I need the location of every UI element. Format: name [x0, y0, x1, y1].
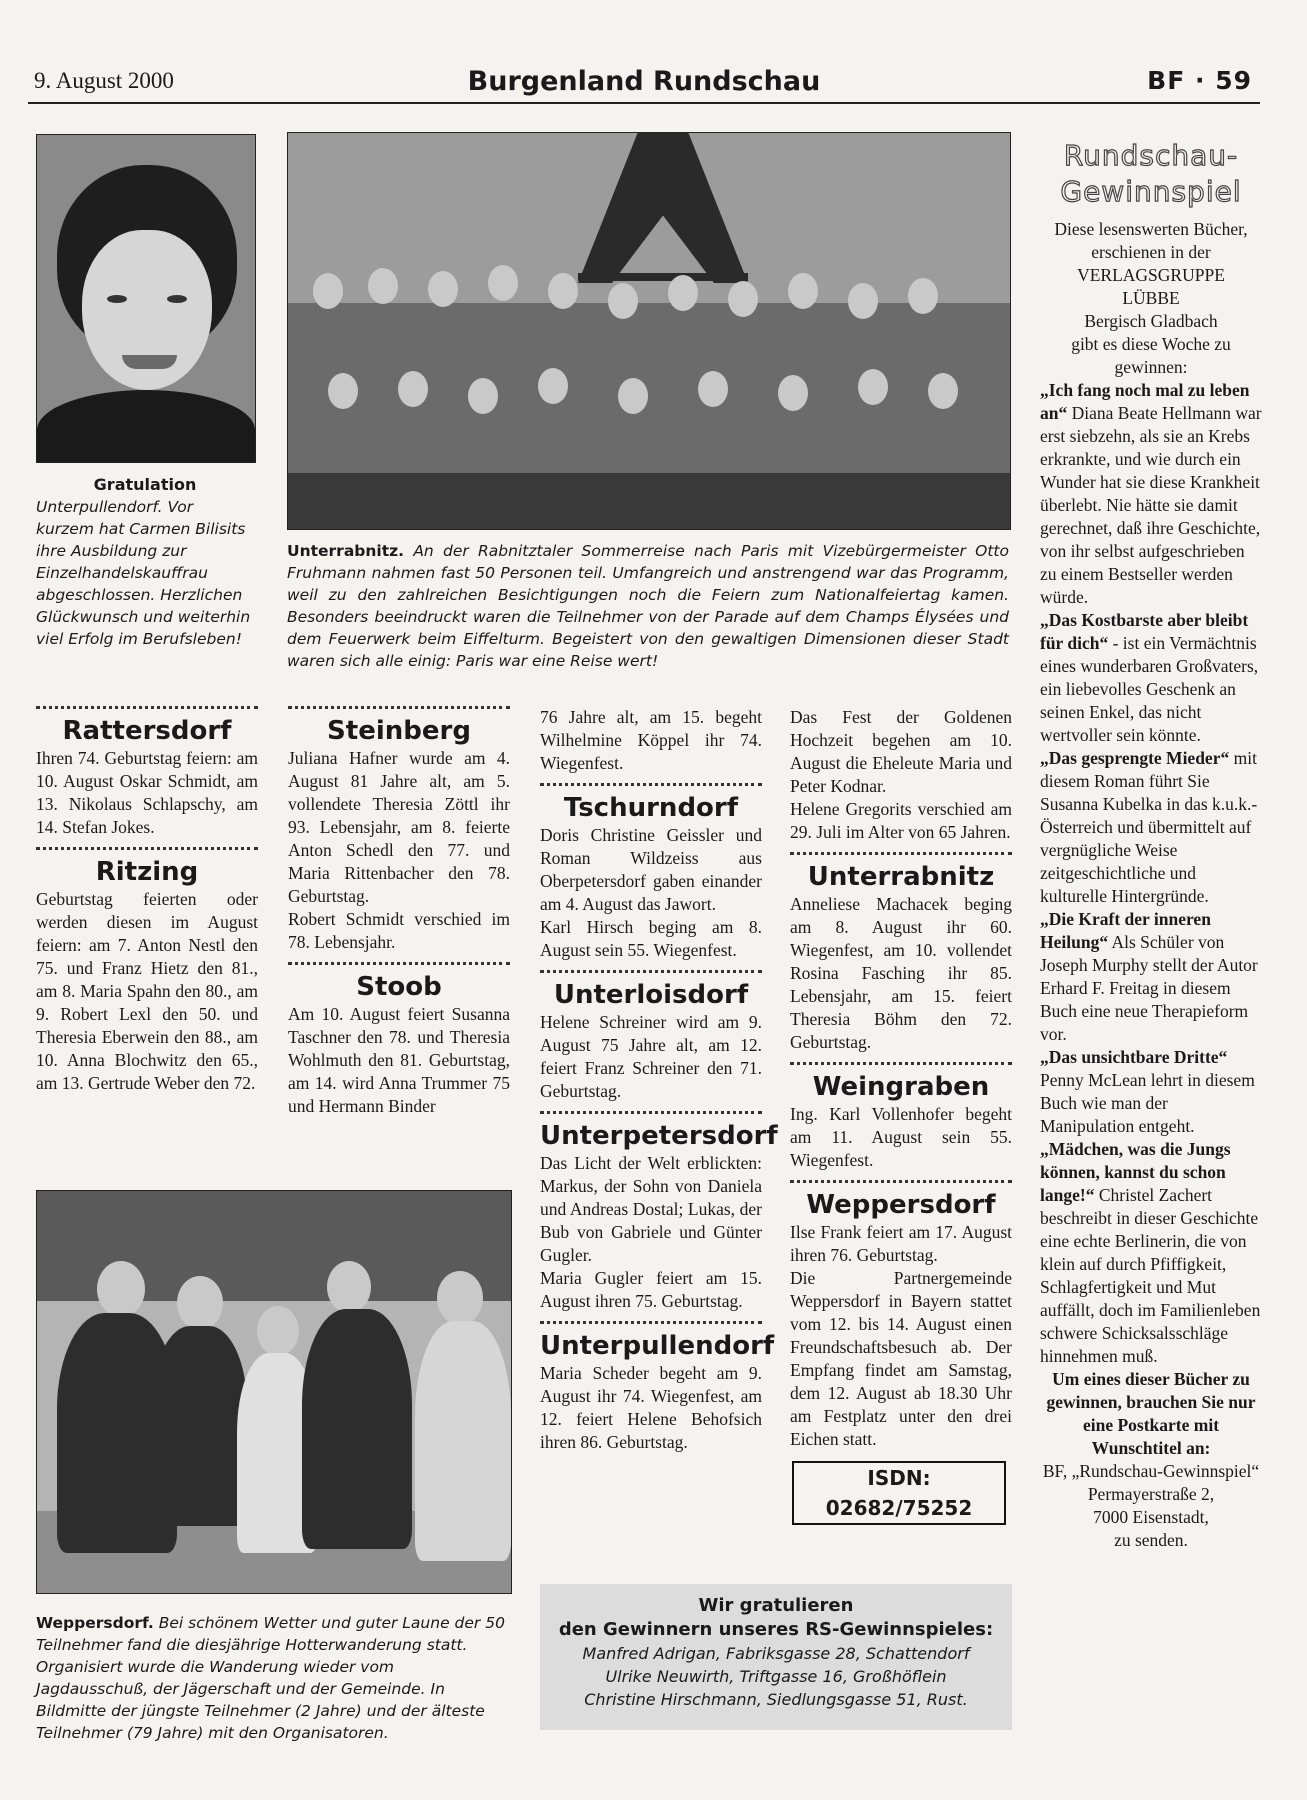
publisher-name: LÜBBE [1122, 288, 1180, 308]
section-text: 76 Jahre alt, am 15. begeht Wilhelmine Köppel ihr 74. Wiegenfest. [540, 707, 762, 773]
column-3 [540, 706, 778, 1454]
book-text: Christel Zachert beschreibt in dieser Geschichte eine echte Berlinerin, die von klein auf durch Pfiffigkeit, Schlagfertigkeit und Mut auffällt, doch im Familienleben schwere Schicksalsschläge hinnehmen muß. [1040, 1185, 1261, 1366]
section-heading: Stoob [356, 972, 442, 1002]
section-text: Ing. Karl Vollenhofer begeht am 11. August sein 55. Wiegenfest. [790, 1104, 1012, 1170]
portrait-photo [36, 134, 256, 463]
hike-group-photo [36, 1190, 512, 1594]
section-heading: Weppersdorf [806, 1190, 996, 1220]
paris-caption-text: An der Rabnitztaler Sommerreise nach Paris mit Vizebürgermeister Otto Fruhmann nahmen fast 50 Personen teil. Umfangreich und anstrengend war das Programm, weil zu den zahlreichen Besichtigungen noch die Feiern zum Nationalfeiertag kamen. Besonders beeindruckt waren die Teilnehmer von der Parade auf dem Champs Élysées und dem Feuerwerk beim Eiffelturm. Begeistert von den gewaltigen Dimensionen dieser Stadt waren sich alle einig: Paris war eine Reise wert! [287, 542, 1009, 670]
gewinnspiel-title-line-2: Gewinnspiel [1060, 175, 1242, 208]
section-heading: Ritzing [95, 857, 199, 887]
book-title: „Das unsichtbare Dritte“ [1040, 1047, 1228, 1067]
paris-caption [287, 540, 1009, 672]
winners-line-2: den Gewinnern unseres RS-Gewinnspieles: [558, 1619, 994, 1640]
section-heading: Tschurndorf [563, 793, 739, 823]
book-text: Diana Beate Hellmann war erst siebzehn, als sie an Krebs erkrankte, und wie durch ein Wunder hat sie diese Krankheit überlebt. Nie hätte sie damit gerechnet, daß ihre Geschichte, von ihr selbst aufgeschrieben zu einem Bestseller werden würde. [1040, 403, 1262, 607]
gewinnspiel-address: zu senden. [1114, 1530, 1188, 1550]
hike-caption [36, 1612, 510, 1744]
winner-name: Ulrike Neuwirth, Triftgasse 16, Großhöflein [605, 1667, 947, 1686]
winner-name: Christine Hirschmann, Siedlungsgasse 51, Rust. [584, 1690, 968, 1709]
section-heading: Unterloisdorf [553, 980, 749, 1010]
section-text: Robert Schmidt verschied im 78. Lebensjahr. [288, 909, 510, 952]
paris-caption-lead: Unterrabnitz. [287, 542, 405, 560]
book-title: „Ich fang noch mal zu leben an“ [1040, 380, 1250, 423]
gewinnspiel-title-line-1: Rundschau- [1063, 139, 1239, 172]
gewinnspiel-closing: Um eines dieser Bücher zu gewinnen, brauchen Sie nur eine Postkarte mit Wunschtitel an: [1046, 1369, 1256, 1458]
paris-group-photo [287, 132, 1011, 530]
winners-line-1: Wir gratulieren [698, 1595, 854, 1616]
section-text: Maria Gugler feiert am 15. August ihren 75. Geburtstag. [540, 1268, 762, 1311]
gratulation-text: Unterpullendorf. Vor kurzem hat Carmen Bilisits ihre Ausbildung zur Einzelhandelskauffrau abgeschlossen. Herzlichen Glückwunsch und weiterhin viel Erfolg im Berufsleben! [36, 498, 251, 648]
section-text: Ihren 74. Geburtstag feiern: am 10. August Oskar Schmidt, am 13. Nikolaus Schlapschy, am 14. Stefan Jokes. [36, 748, 258, 837]
issue-date: 9. August 2000 [34, 68, 174, 93]
section-text: Maria Scheder begeht am 9. August ihr 74. Wiegenfest, am 12. feiert Helene Behofsich ihren 86. Geburtstag. [540, 1363, 762, 1452]
publisher-place: Bergisch Gladbach [1084, 311, 1218, 331]
section-text: Juliana Hafner wurde am 4. August 81 Jahre alt, am 5. vollendete Theresia Zöttl ihr 93. Lebensjahr, am 8. feierte Anton Schedl den 77. und Maria Rittenbacher den 78. Geburtstag. [288, 748, 510, 906]
section-text: Die Partnergemeinde Weppersdorf in Bayern stattet vom 12. bis 14. August einen Freundschaftsbesuch ab. Der Empfang findet am Samstag, dem 12. August ab 18.30 Uhr am Festplatz unter den drei Eichen statt. [790, 1268, 1012, 1449]
winners-box [540, 1584, 1012, 1730]
column-4 [790, 706, 1012, 1525]
book-text: Penny McLean lehrt in diesem Buch wie man der Manipulation entgeht. [1040, 1070, 1255, 1136]
section-heading: Unterpetersdorf [540, 1121, 778, 1151]
section-text: Karl Hirsch beging am 8. August sein 55. Wiegenfest. [540, 917, 762, 960]
section-text: Helene Schreiner wird am 9. August 75 Jahre alt, am 12. feiert Franz Schreiner den 71. Geburtstag. [540, 1012, 762, 1101]
column-1 [36, 706, 258, 1095]
hike-caption-lead: Weppersdorf. [36, 1614, 154, 1632]
gewinnspiel-title [1040, 138, 1262, 210]
section-text: Das Licht der Welt erblickten: Markus, der Sohn von Daniela und Andreas Dostal; Lukas, der Bub von Gabriele und Günter Gugler. [540, 1153, 762, 1265]
section-text: Geburtstag feierten oder werden diesen im August feiern: am 7. Anton Nestl den 75. und Franz Hietz den 81., am 8. Maria Spahn den 80., am 9. Robert Lexl den 50. und Theresia Eberwein den 88., am 10. Anna Blochwitz den 65., am 13. Gertrude Weber den 72. [36, 889, 258, 1093]
section-text: Anneliese Machacek beging am 8. August ihr 60. Wiegenfest, am 10. vollendet Rosina Fasching ihr 85. Lebensjahr, am 15. feiert Theresia Böhm den 72. Geburtstag. [790, 894, 1012, 1052]
section-text: Ilse Frank feiert am 17. August ihren 76. Geburtstag. [790, 1222, 1012, 1265]
gratulation-caption [36, 474, 254, 650]
gewinnspiel-address: 7000 Eisenstadt, [1093, 1507, 1209, 1527]
section-text: Am 10. August feiert Susanna Taschner den 78. und Theresia Wohlmuth den 81. Geburtstag, am 14. wird Anna Trummer 75 und Hermann Binder [288, 1004, 510, 1116]
section-heading: Unterrabnitz [807, 862, 995, 892]
book-title: „Das Kostbarste aber bleibt für dich“ [1040, 610, 1249, 653]
hike-caption-text: Bei schönem Wetter und guter Laune der 50 Teilnehmer fand die diesjährige Hotterwanderung statt. Organisiert wurde die Wanderung wieder vom Jagdausschuß, der Jägerschaft und der Gemeinde. In Bildmitte der jüngste Teilnehmer (2 Jahre) und der älteste Teilnehmer (79 Jahre) mit den Organisatoren. [36, 1614, 505, 1742]
book-text: - ist ein Vermächtnis eines wunderbaren Großvaters, ein liebevolles Geschenk an seinen Enkel, das nicht wertvoller sein könnte. [1040, 633, 1259, 745]
section-text: Doris Christine Geissler und Roman Wildzeiss aus Oberpetersdorf gaben einander am 4. August das Jawort. [540, 825, 762, 914]
section-heading: Steinberg [327, 716, 471, 746]
page-header [28, 62, 1260, 104]
book-text: mit diesem Roman führt Sie Susanna Kubelka in das k.u.k.-Österreich und übermittelt auf vergnügliche Weise zeitgeschichtliche und kulturelle Hintergründe. [1040, 748, 1258, 906]
gewinnspiel-intro-end: gibt es diese Woche zu gewinnen: [1071, 334, 1231, 377]
section-text: Das Fest der Goldenen Hochzeit begehen am 10. August die Eheleute Maria und Peter Kodnar. [790, 707, 1012, 796]
page-code: BF · 59 [1147, 66, 1252, 95]
gewinnspiel-address: BF, „Rundschau-Gewinnspiel“ Permayerstraße 2, [1042, 1461, 1260, 1504]
gewinnspiel-column [1040, 138, 1262, 1552]
section-heading: Unterpullendorf [540, 1331, 775, 1361]
newspaper-title: Burgenland Rundschau [467, 66, 821, 97]
gratulation-heading: Gratulation [93, 475, 197, 494]
book-title: „Die Kraft der inneren Heilung“ [1040, 909, 1211, 952]
isdn-box: ISDN: 02682/75252 [792, 1461, 1006, 1525]
section-heading: Weingraben [812, 1072, 990, 1102]
winner-name: Manfred Adrigan, Fabriksgasse 28, Schattendorf [582, 1644, 970, 1663]
section-text: Helene Gregorits verschied am 29. Juli im Alter von 65 Jahren. [790, 799, 1012, 842]
gewinnspiel-intro: Diese lesenswerten Bücher, erschienen in der [1054, 219, 1248, 262]
section-heading: Rattersdorf [62, 716, 232, 746]
book-title: „Mädchen, was die Jungs können, kannst du schon lange!“ [1040, 1139, 1231, 1205]
book-text: Als Schüler von Joseph Murphy stellt der Autor Erhard F. Freitag in diesem Buch eine neue Therapieform vor. [1040, 932, 1258, 1044]
column-2 [288, 706, 510, 1118]
publisher-name: VERLAGSGRUPPE [1077, 265, 1225, 285]
book-title: „Das gesprengte Mieder“ [1040, 748, 1230, 768]
